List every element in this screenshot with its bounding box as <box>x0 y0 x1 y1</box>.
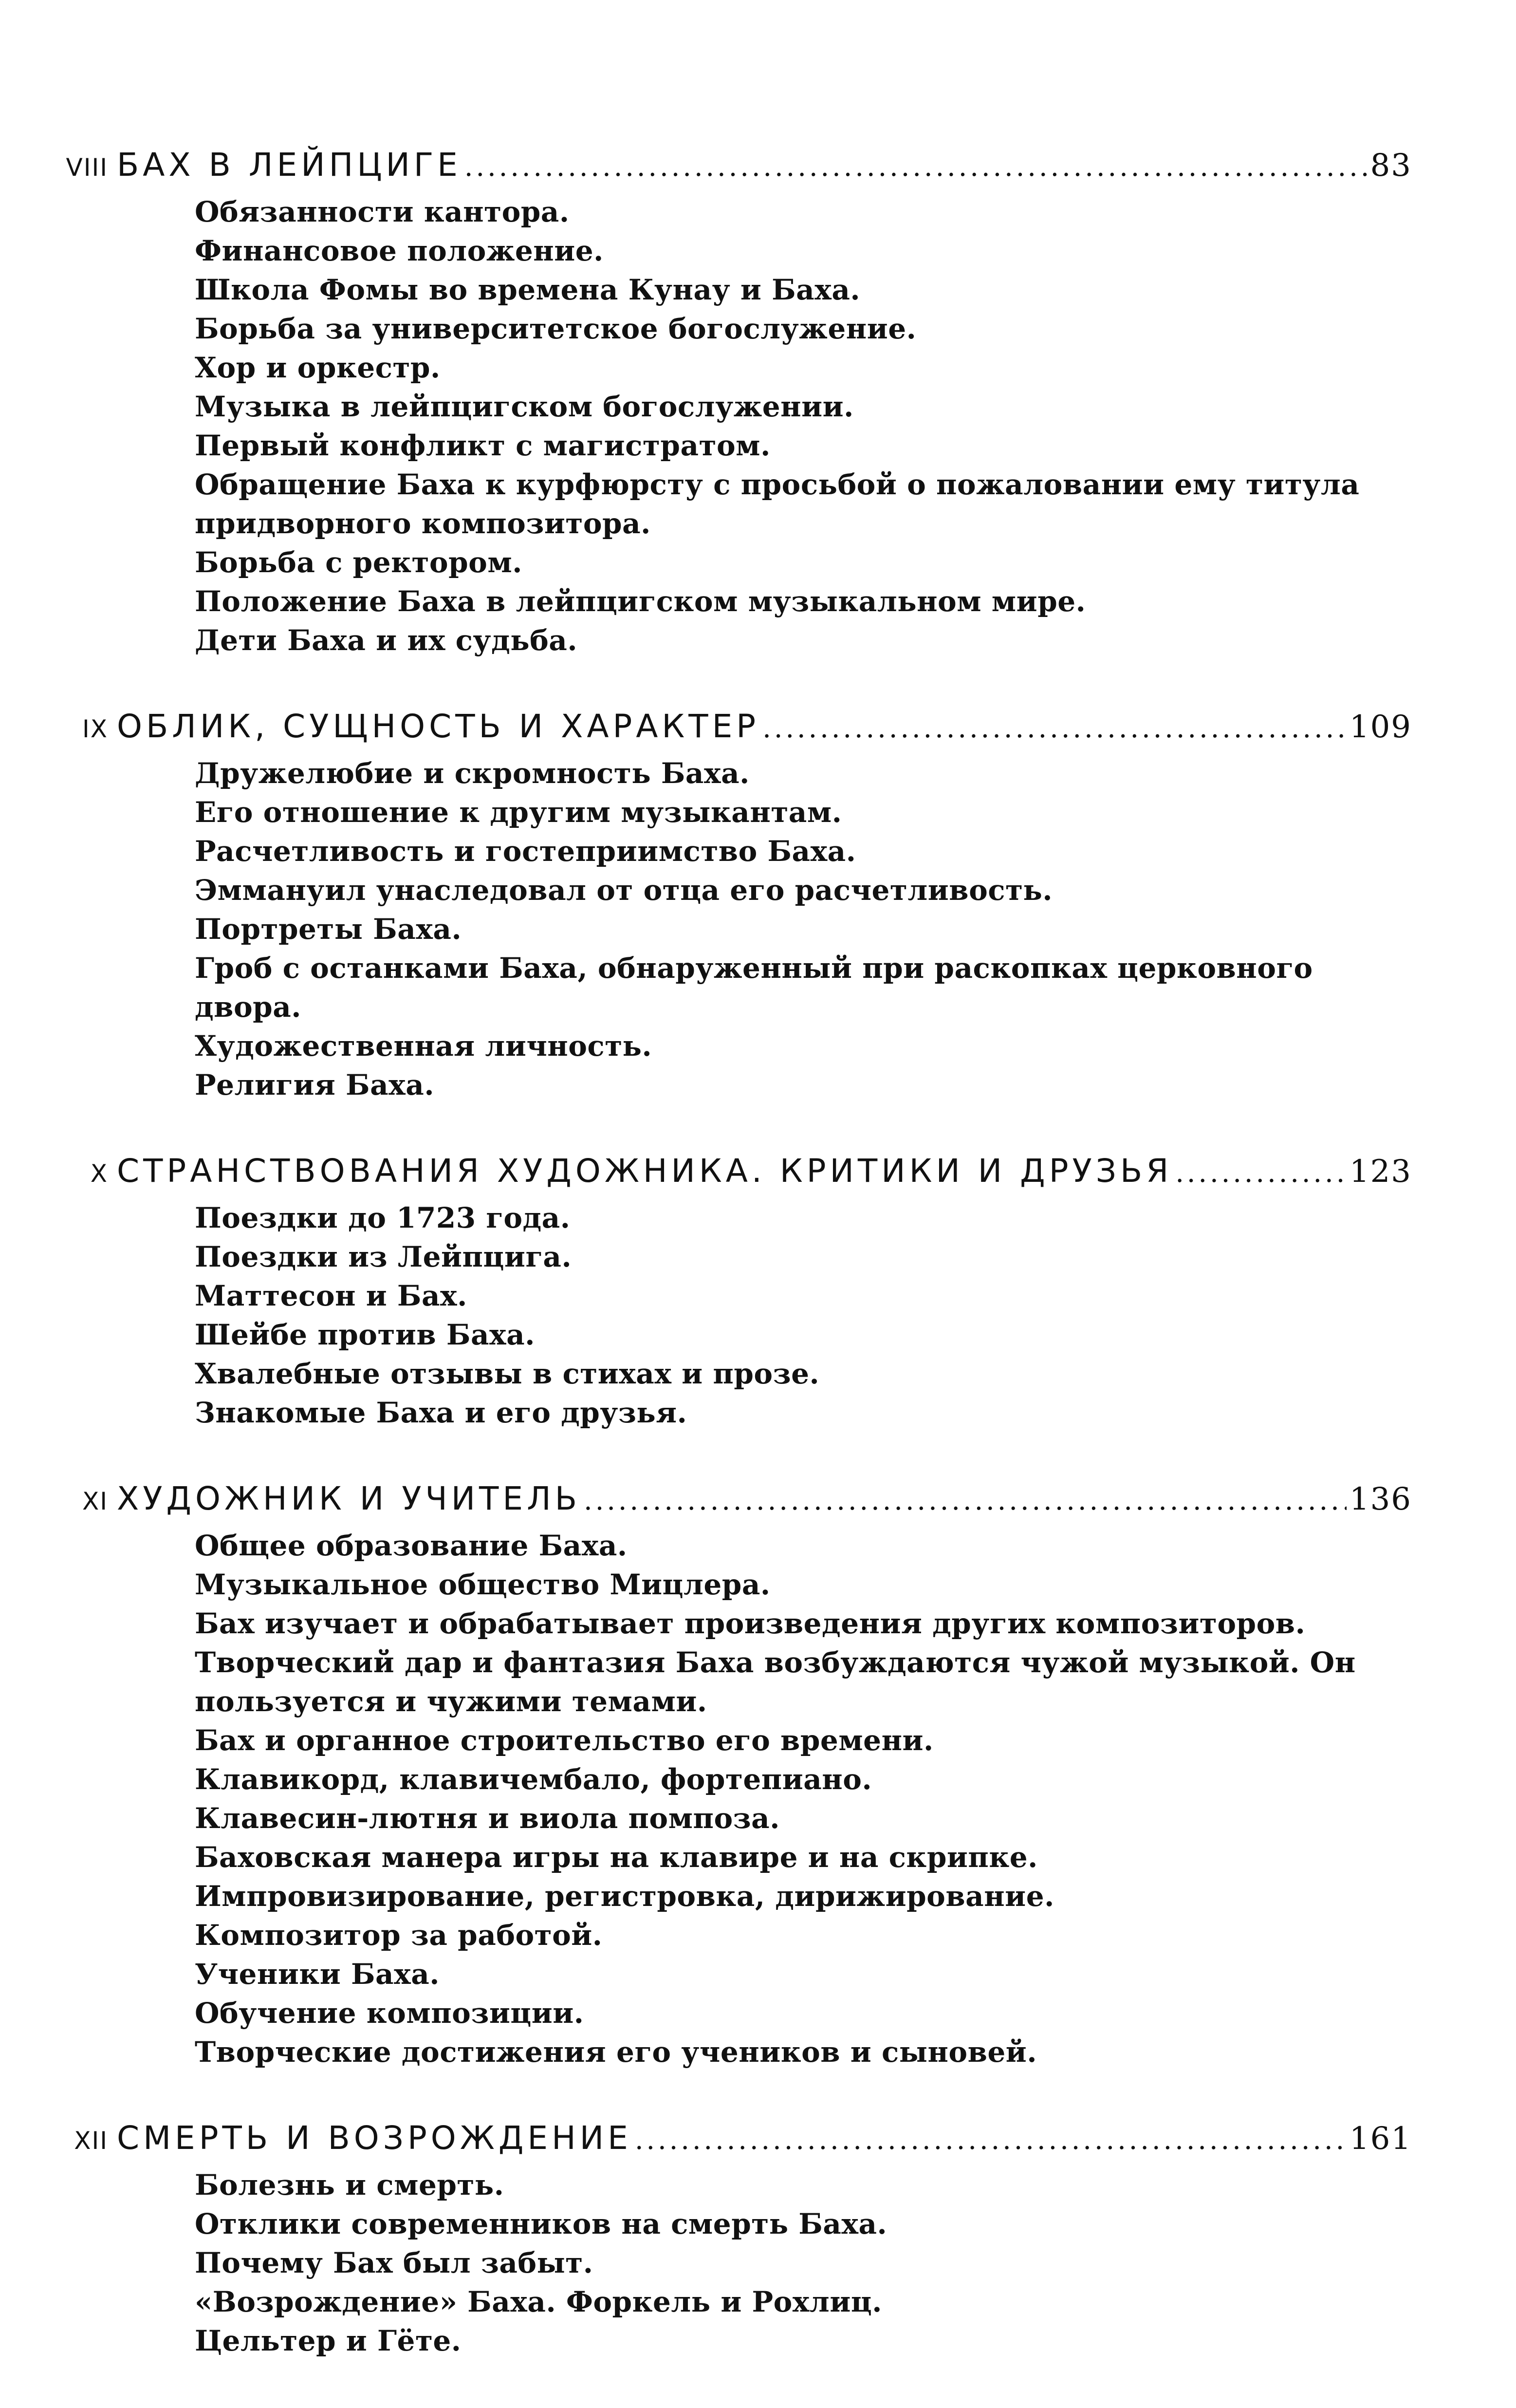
list-item: Хор и оркестр. <box>195 351 441 384</box>
list-item: Импровизирование, регистровка, дирижирование. <box>195 1880 1054 1913</box>
list-item: Его отношение к другим музыкантам. <box>195 796 842 829</box>
chapter-heading <box>74 2119 1412 2165</box>
list-item: Обязанности кантора. <box>195 195 570 228</box>
list-item: Творческий дар и фантазия Баха возбуждаются чужой музыкой. Он пользуется и чужими темами. <box>195 1646 1356 1718</box>
chapter-title: ХУДОЖНИК И УЧИТЕЛЬ <box>117 1480 581 1517</box>
list-item: Обучение композиции. <box>195 1997 584 2030</box>
chapter-title: СТРАНСТВОВАНИЯ ХУДОЖНИКА. КРИТИКИ И ДРУЗЬЯ <box>117 1152 1173 1190</box>
list-item: Эммануил унаследовал от отца его расчетливость. <box>195 874 1053 907</box>
chapter-viii <box>66 146 1412 660</box>
dot-leader <box>635 2124 1347 2156</box>
list-item: Поездки до 1723 года. <box>195 1201 571 1234</box>
dot-leader <box>584 1485 1347 1516</box>
chapter-page-number: 136 <box>1349 1481 1412 1517</box>
list-item: Клавесин-лютня и виола помпоза. <box>195 1802 780 1835</box>
list-item: Обращение Баха к курфюрсту с просьбой о пожаловании ему титула придворного композитора. <box>195 468 1360 540</box>
chapter-heading <box>82 708 1412 754</box>
list-item: Религия Баха. <box>195 1068 435 1101</box>
chapter-x <box>90 1152 1412 1432</box>
chapter-title: СМЕРТЬ И ВОЗРОЖДЕНИЕ <box>117 2119 632 2157</box>
list-item: Бах изучает и обрабатывает произведения других композиторов. <box>195 1607 1306 1640</box>
list-item: Портреты Баха. <box>195 913 462 946</box>
chapter-numeral: IX <box>82 715 108 743</box>
table-of-contents <box>66 146 1412 2408</box>
list-item: Почему Бах был забыт. <box>195 2246 593 2279</box>
chapter-heading <box>66 146 1412 192</box>
list-item: Клавикорд, клавичембало, фортепиано. <box>195 1763 872 1796</box>
chapter-numeral: XI <box>82 1487 108 1515</box>
chapter-ix <box>82 708 1412 1104</box>
chapter-heading <box>90 1152 1412 1198</box>
list-item: Дружелюбие и скромность Баха. <box>195 757 750 790</box>
chapter-page-number: 161 <box>1349 2121 1412 2157</box>
list-item: Музыка в лейпцигском богослужении. <box>195 390 854 423</box>
chapter-heading <box>82 1480 1412 1526</box>
list-item: Хвалебные отзывы в стихах и прозе. <box>195 1357 820 1390</box>
list-item: Знакомые Баха и его друзья. <box>195 1396 687 1429</box>
list-item: Бах и органное строительство его времени. <box>195 1724 934 1757</box>
dot-leader <box>1175 1157 1347 1189</box>
list-item: Поездки из Лейпцига. <box>195 1240 572 1273</box>
dot-leader <box>464 151 1368 183</box>
list-item: Маттесон и Бах. <box>195 1279 467 1312</box>
list-item: Финансовое положение. <box>195 234 604 267</box>
list-item: «Возрождение» Баха. Форкель и Рохлиц. <box>195 2285 882 2318</box>
chapter-item-list <box>117 192 1412 660</box>
chapter-item-list <box>117 2165 1412 2360</box>
list-item: Ученики Баха. <box>195 1958 440 1991</box>
chapter-item-list <box>117 754 1412 1104</box>
list-item: Школа Фомы во времена Кунау и Баха. <box>195 273 861 306</box>
chapter-page-number: 83 <box>1370 148 1412 184</box>
list-item: Творческие достижения его учеников и сыновей. <box>195 2035 1037 2069</box>
chapter-page-number: 123 <box>1349 1154 1412 1190</box>
list-item: Борьба с ректором. <box>195 546 522 579</box>
chapter-xii <box>74 2119 1412 2360</box>
list-item: Баховская манера игры на клавире и на скрипке. <box>195 1841 1038 1874</box>
chapter-numeral: X <box>90 1159 108 1188</box>
list-item: Положение Баха в лейпцигском музыкальном мире. <box>195 585 1086 618</box>
chapter-numeral: VIII <box>66 153 108 182</box>
chapter-title: ОБЛИК, СУЩНОСТЬ И ХАРАКТЕР <box>117 708 760 745</box>
list-item: Борьба за университетское богослужение. <box>195 312 917 345</box>
chapter-item-list <box>117 1198 1412 1432</box>
chapter-item-list <box>117 1526 1412 2072</box>
list-item: Художественная личность. <box>195 1029 652 1063</box>
chapter-numeral: XII <box>74 2127 108 2155</box>
chapter-xi <box>82 1480 1412 2072</box>
list-item: Отклики современников на смерть Баха. <box>195 2207 887 2240</box>
list-item: Дети Баха и их судьба. <box>195 624 578 657</box>
list-item: Цельтер и Гёте. <box>195 2324 462 2357</box>
list-item: Композитор за работой. <box>195 1919 603 1952</box>
list-item: Шейбе против Баха. <box>195 1318 535 1351</box>
chapter-page-number: 109 <box>1349 709 1412 745</box>
dot-leader <box>762 712 1347 744</box>
list-item: Расчетливость и гостеприимство Баха. <box>195 835 856 868</box>
list-item: Болезнь и смерть. <box>195 2168 504 2202</box>
list-item: Общее образование Баха. <box>195 1529 628 1562</box>
list-item: Первый конфликт с магистратом. <box>195 429 771 462</box>
list-item: Музыкальное общество Мицлера. <box>195 1568 771 1601</box>
chapter-title: БАХ В ЛЕЙПЦИГЕ <box>117 146 462 184</box>
list-item: Гроб с останками Баха, обнаруженный при раскопках церковного двора. <box>195 952 1313 1024</box>
